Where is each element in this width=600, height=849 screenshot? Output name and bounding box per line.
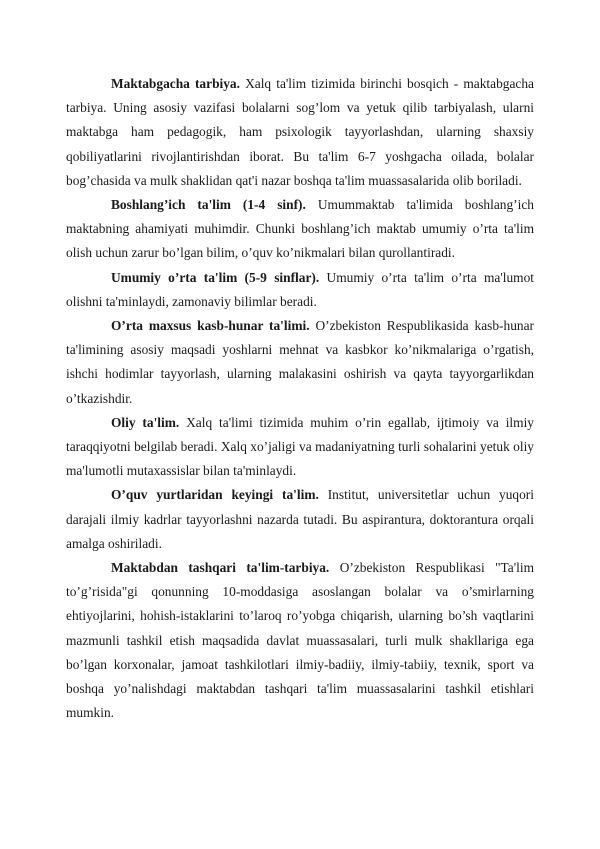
paragraph-text: Umummaktab ta'limida boshlang’ich maktabning ahamiyati muhimdir. Chunki boshlang’ich maktab umumiy o’rta ta'lim olish uchun zarur bo’lgan bilim, o’quv ko’nikmalari bilan qurollantiradi. <box>66 197 534 261</box>
paragraph-heading: Maktabdan tashqari ta'lim-tarbiya. <box>111 560 330 576</box>
paragraph-oquv-yurtlaridan-keyingi <box>66 483 534 556</box>
paragraph-boshlangich-talim <box>66 193 534 266</box>
paragraph-oliy-talim <box>66 411 534 484</box>
paragraph-heading: O’rta maxsus kasb-hunar ta'limi. <box>111 318 310 334</box>
paragraph-text: O’zbekiston Respublikasida kasb-hunar ta'limining asosiy maqsadi yoshlarni mehnat va kasbkor ko’nikmalariga o’rgatish, ishchi hodimlar tayyorlash, ularning malakasini oshirish va qayta tayyorgarlikdan o’tkazishdir. <box>66 318 534 406</box>
paragraph-text: O’zbekiston Respublikasi "Ta'lim to’g’risida"gi qonunning 10-moddasiga asoslangan bolalar va o’smirlarning ehtiyojlarini, hohish-istaklarini to’laroq ro’yobga chiqarish, ularning bo’sh vaqtlarini mazmunli tashkil etish maqsadida davlat muassasalari, turli mulk shakllariga ega bo’lgan korxonalar, jamoat tashkilotlari ilmiy-badiiy, ilmiy-tabiiy, texnik, sport va boshqa yo’nalishdagi maktabdan tashqari ta'lim muassasalarini tashkil etishlari mumkin. <box>66 560 534 721</box>
paragraph-maktabdan-tashqari <box>66 556 534 725</box>
paragraph-umumiy-orta-talim <box>66 266 534 314</box>
paragraph-heading: Boshlang’ich ta'lim (1-4 sinf). <box>111 197 306 213</box>
paragraph-heading: Oliy ta'lim. <box>111 414 180 430</box>
paragraph-heading: Umumiy o’rta ta'lim (5-9 sinflar). <box>111 269 320 285</box>
document-page <box>66 72 534 725</box>
paragraph-orta-maxsus-kasb-hunar <box>66 314 534 411</box>
paragraph-heading: Maktabgacha tarbiya. <box>111 76 240 91</box>
paragraph-text: Institut, universitetlar uchun yuqori darajali ilmiy kadrlar tayyorlashni nazarda tutadi. Bu aspirantura, doktorantura orqali amalga oshiriladi. <box>66 487 534 551</box>
paragraph-maktabgacha-tarbiya <box>66 72 534 193</box>
paragraph-text: Xalq ta'lim tizimida birinchi bosqich - maktabgacha tarbiya. Uning asosiy vazifasi bolalarni sog’lom va yetuk qilib tarbiyalash, ularni maktabga ham pedagogik, ham psixologik tayyorlashdan, ularning shaxsiy qobiliyatlarini rivojlantirishdan iborat. Bu ta'lim 6-7 yoshgacha oilada, bolalar bog’chasida va mulk shaklidan qat'i nazar boshqa ta'lim muassasalarida olib boriladi. <box>66 76 534 188</box>
paragraph-heading: O’quv yurtlaridan keyingi ta'lim. <box>111 487 319 503</box>
paragraph-text: Xalq ta'limi tizimida muhim o’rin egallab, ijtimoiy va ilmiy taraqqiyotni belgilab beradi. Xalq xo’jaligi va madaniyatning turli sohalarini yetuk oliy ma'lumotli mutaxassislar bilan ta'minlaydi. <box>66 414 534 479</box>
paragraph-text: Umumiy o’rta ta'lim o’rta ma'lumot olishni ta'minlaydi, zamonaviy bilimlar beradi. <box>66 269 534 309</box>
